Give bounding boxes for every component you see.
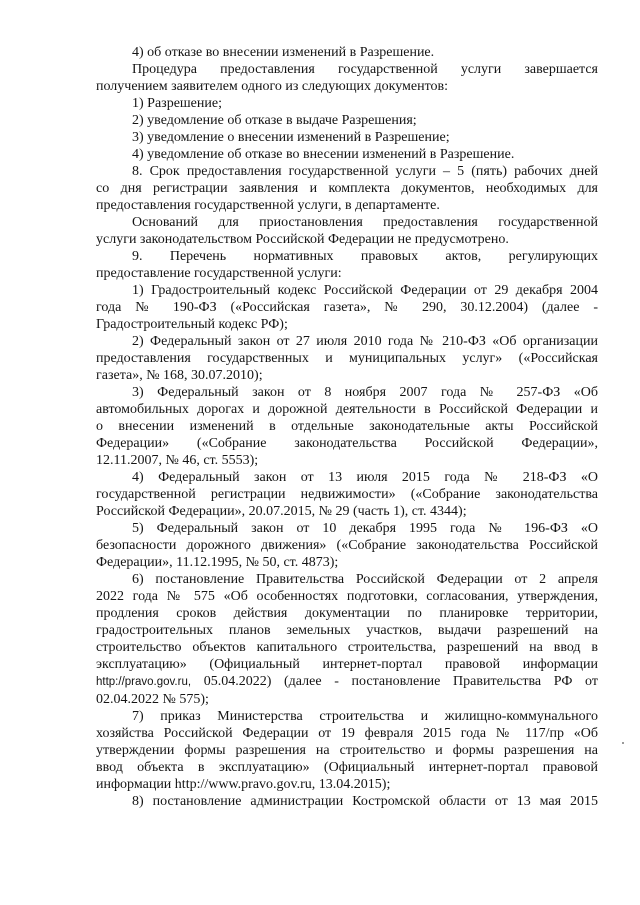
text-line: предоставления государственной услуги, в департаменте. — [96, 198, 440, 213]
text-line: информации http://www.pravo.gov.ru, 13.04.2015); — [96, 777, 391, 792]
text-line: Градостроительный кодекс РФ); — [96, 317, 288, 332]
text-line: предоставление государственной услуги: — [96, 266, 342, 281]
text-line: http://pravo.gov.ru, 05.04.2022) (далее - постановление Правительства РФ от — [96, 674, 598, 689]
text-line: хозяйства Российской Федерации от 19 февраля 2015 года № 117/пр «Об — [96, 726, 598, 741]
text-line: предоставления государственных и муниципальных услуг» («Российская — [96, 351, 598, 366]
text-line: 3) Федеральный закон от 8 ноября 2007 года № 257-ФЗ «Об — [132, 385, 598, 400]
text-line: 4) Федеральный закон от 13 июля 2015 года № 218-ФЗ «О — [132, 470, 598, 485]
p-act2 — [96, 333, 598, 384]
text-line: эксплуатацию» (Официальный интернет-портал правовой информации — [96, 657, 598, 672]
text-line: 3) уведомление о внесении изменений в Разрешение; — [132, 130, 450, 145]
text-line: 8. Срок предоставления государственной услуги – 5 (пять) рабочих дней — [132, 164, 598, 179]
p-item4-top — [96, 44, 598, 61]
text-line: 12.11.2007, № 46, ст. 5553); — [96, 453, 259, 468]
text-line: услуги законодательством Российской Федерации не предусмотрено. — [96, 232, 509, 247]
text-line: 5) Федеральный закон от 10 декабря 1995 года № 196-ФЗ «О — [132, 521, 598, 536]
p-doc4 — [96, 146, 598, 163]
p-doc1 — [96, 95, 598, 112]
text-line: 4) об отказе во внесении изменений в Разрешение. — [132, 45, 435, 60]
p-act5 — [96, 520, 598, 571]
text-line: безопасности дорожного движения» («Собрание законодательства Российской — [96, 538, 598, 553]
text-line: 7) приказ Министерства строительства и жилищно-коммунального — [132, 709, 598, 724]
url-text: http://pravo.gov.ru, — [96, 676, 192, 688]
text-line: газета», № 168, 30.07.2010); — [96, 368, 263, 383]
p-act4 — [96, 469, 598, 520]
scan-speck — [622, 742, 624, 744]
text-line: 2) Федеральный закон от 27 июля 2010 года № 210-ФЗ «Об организации — [132, 334, 598, 349]
text-line: государственной регистрации недвижимости» («Собрание законодательства — [96, 487, 598, 502]
text-line: 9. Перечень нормативных правовых актов, регулирующих — [132, 249, 598, 264]
text-line: Федерации» («Собрание законодательства Российской Федерации», — [96, 436, 598, 451]
p-act7 — [96, 708, 598, 793]
text-line: 02.04.2022 № 575); — [96, 692, 209, 707]
document-page — [96, 44, 598, 810]
text-line: Федерации», 11.12.1995, № 50, ст. 4873); — [96, 555, 339, 570]
text-line: Российской Федерации», 20.07.2015, № 29 (часть 1), ст. 4344); — [96, 504, 467, 519]
p-act3 — [96, 384, 598, 469]
text-line: 2022 года № 575 «Об особенностях подготовки, согласования, утверждения, — [96, 589, 598, 604]
p-term — [96, 163, 598, 214]
p-act8 — [96, 793, 598, 810]
text-line: 1) Разрешение; — [132, 96, 222, 111]
text-line: ввод объекта в эксплуатацию» (Официальный интернет-портал правовой — [96, 760, 598, 775]
text-line: утверждении формы разрешения на строительство и формы разрешения на — [96, 743, 598, 758]
text-line: автомобильных дорогах и дорожной деятельности в Российской Федерации и — [96, 402, 598, 417]
text-line: года № 190-ФЗ («Российская газета», № 290, 30.12.2004) (далее - — [96, 300, 598, 315]
text-line: Оснований для приостановления предоставления государственной — [132, 215, 598, 230]
text-line: строительство объектов капитального строительства, разрешений на ввод в — [96, 640, 598, 655]
text-line: 4) уведомление об отказе во внесении изменений в Разрешение. — [132, 147, 515, 162]
text-line: 1) Градостроительный кодекс Российской Федерации от 29 декабря 2004 — [132, 283, 598, 298]
text-line: о внесении изменений в отдельные законодательные акты Российской — [96, 419, 598, 434]
text-line: получением заявителем одного из следующих документов: — [96, 79, 449, 94]
text-line: 6) постановление Правительства Российской Федерации от 2 апреля — [132, 572, 598, 587]
p-act1 — [96, 282, 598, 333]
text-line: продления сроков действия документации по планировке территории, — [96, 606, 598, 621]
text-line: 2) уведомление об отказе в выдаче Разрешения; — [132, 113, 417, 128]
p-procedure — [96, 61, 598, 95]
p-doc3 — [96, 129, 598, 146]
p-doc2 — [96, 112, 598, 129]
p-list-heading — [96, 248, 598, 282]
text-line: 8) постановление администрации Костромской области от 13 мая 2015 — [132, 794, 598, 809]
p-act6 — [96, 571, 598, 708]
text-line: Процедура предоставления государственной услуги завершается — [132, 62, 598, 77]
text-line: градостроительных планов земельных участков, выдачи разрешений на — [96, 623, 598, 638]
p-suspension — [96, 214, 598, 248]
text-line: со дня регистрации заявления и комплекта документов, необходимых для — [96, 181, 598, 196]
